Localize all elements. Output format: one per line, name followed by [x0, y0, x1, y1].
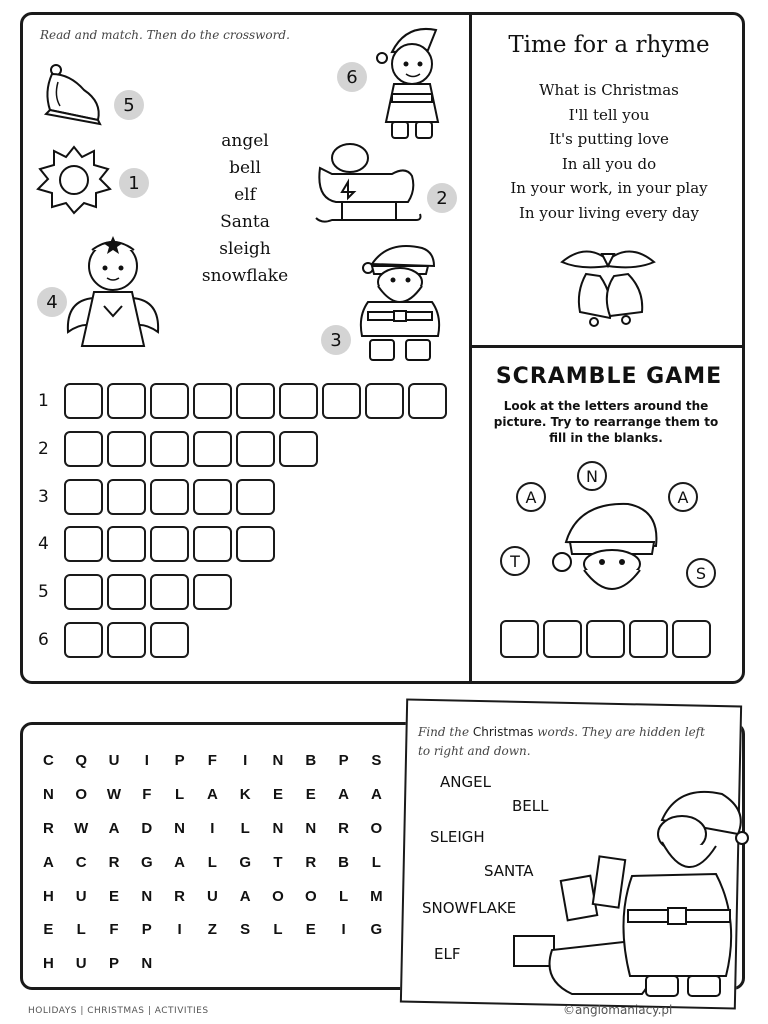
wordsearch-letter[interactable]: K: [239, 786, 251, 804]
wordsearch-letter[interactable]: A: [42, 853, 54, 871]
crossword-cell[interactable]: [236, 479, 275, 515]
wordsearch-letter[interactable]: R: [305, 853, 317, 871]
wordsearch-letter[interactable]: G: [140, 853, 153, 871]
scramble-letter: A: [668, 482, 698, 512]
wordsearch-letter[interactable]: H: [42, 955, 54, 973]
picture-number: 1: [119, 168, 149, 198]
bell-icon: [40, 62, 112, 128]
santa-face-icon: [548, 498, 668, 602]
crossword-cell[interactable]: [64, 479, 103, 515]
wordsearch-letter[interactable]: N: [42, 786, 54, 804]
crossword-cell[interactable]: [64, 526, 103, 562]
rhyme-line: In your work, in your play: [510, 179, 708, 197]
wordsearch-letter[interactable]: O: [272, 887, 284, 905]
scramble-blank[interactable]: [586, 620, 625, 658]
wordsearch-letter[interactable]: G: [370, 921, 383, 939]
wordsearch-letter[interactable]: N: [174, 819, 185, 837]
picture-number: 6: [337, 62, 367, 92]
wordsearch-letter[interactable]: H: [42, 887, 54, 905]
wordsearch-letter[interactable]: N: [305, 819, 317, 837]
wordsearch-letter[interactable]: R: [42, 819, 54, 837]
wordsearch-letter[interactable]: L: [76, 921, 86, 939]
snowflake-icon: [32, 143, 116, 217]
wordsearch-letter[interactable]: R: [338, 819, 349, 837]
wordsearch-letter[interactable]: S: [371, 752, 382, 770]
crossword-row-number: 2: [38, 439, 49, 459]
crossword-cell[interactable]: [150, 479, 189, 515]
wordsearch-letter[interactable]: P: [141, 921, 152, 939]
scramble-blank[interactable]: [500, 620, 539, 658]
wordsearch-letter[interactable]: U: [206, 887, 218, 905]
wordsearch-letter[interactable]: I: [177, 921, 182, 939]
wordsearch-letter[interactable]: A: [206, 786, 218, 804]
wordsearch-letter[interactable]: O: [370, 819, 383, 837]
wordsearch-letter[interactable]: L: [175, 786, 185, 804]
crossword-cell[interactable]: [107, 574, 146, 610]
crossword-row: [38, 383, 451, 419]
crossword-row-number: 3: [38, 487, 49, 507]
wordsearch-letter[interactable]: U: [108, 752, 120, 770]
crossword-cell[interactable]: [64, 574, 103, 610]
scramble-blank[interactable]: [543, 620, 582, 658]
wordsearch-letter[interactable]: E: [108, 887, 119, 905]
wordsearch-letter[interactable]: R: [108, 853, 120, 871]
panel-divider-horizontal: [469, 345, 745, 348]
wordsearch-letter[interactable]: L: [338, 887, 349, 905]
word-list-item: bell: [229, 158, 261, 178]
crossword-cell[interactable]: [107, 622, 146, 658]
crossword-cell[interactable]: [150, 526, 189, 562]
wordsearch-letter[interactable]: W: [74, 819, 89, 837]
crossword-row: [38, 526, 279, 562]
sleigh-icon: [312, 138, 424, 230]
wordsearch-letter[interactable]: E: [43, 921, 54, 939]
wordsearch-letter[interactable]: A: [370, 786, 382, 804]
scramble-instruction: Look at the letters around the picture. Try to rearrange them to fill in the blanks.: [493, 399, 719, 445]
crossword-row-number: 1: [38, 391, 49, 411]
wordsearch-letter[interactable]: L: [207, 853, 217, 871]
scramble-letter: A: [516, 482, 546, 512]
hidden-word: SNOWFLAKE: [422, 899, 517, 917]
crossword-cell[interactable]: [408, 383, 447, 419]
crossword-cell[interactable]: [150, 574, 189, 610]
wordsearch-letter[interactable]: U: [75, 955, 87, 973]
santa-icon: [348, 236, 452, 368]
picture-number: 5: [114, 90, 144, 120]
word-list-item: Santa: [220, 212, 270, 232]
crossword-row: [38, 622, 193, 658]
wordsearch-letter[interactable]: A: [108, 819, 120, 837]
wordsearch-letter[interactable]: T: [273, 853, 283, 871]
crossword-instruction: Read and match. Then do the crossword.: [40, 28, 290, 42]
hidden-word: SANTA: [484, 862, 534, 880]
elf-icon: [366, 22, 458, 144]
crossword-row: [38, 574, 236, 610]
wordsearch-letter[interactable]: N: [141, 887, 153, 905]
wordsearch-letter[interactable]: F: [109, 921, 119, 939]
wordsearch-letter[interactable]: P: [338, 752, 349, 770]
wordsearch-letter[interactable]: L: [240, 819, 250, 837]
wordsearch-letter[interactable]: U: [75, 887, 87, 905]
wordsearch-letter[interactable]: P: [174, 752, 185, 770]
word-list-item: elf: [234, 185, 256, 205]
crossword-cell[interactable]: [150, 622, 189, 658]
word-list-item: snowflake: [201, 266, 289, 286]
crossword-cell[interactable]: [193, 383, 232, 419]
wordsearch-letter[interactable]: E: [305, 921, 316, 939]
wordsearch-letter[interactable]: N: [141, 955, 153, 973]
wordsearch-letter[interactable]: M: [370, 887, 383, 905]
crossword-cell[interactable]: [107, 526, 146, 562]
wordsearch-letter[interactable]: A: [174, 853, 185, 871]
wordsearch-letter[interactable]: R: [174, 887, 185, 905]
wordsearch-letter[interactable]: L: [273, 921, 283, 939]
wordsearch-letter[interactable]: P: [108, 955, 119, 973]
crossword-cell[interactable]: [236, 383, 275, 419]
wordsearch-letter[interactable]: G: [239, 853, 252, 871]
wordsearch-letter[interactable]: O: [304, 887, 317, 905]
wordsearch-letter[interactable]: O: [75, 786, 88, 804]
scramble-blanks: [500, 620, 711, 658]
wordsearch-letter[interactable]: N: [272, 819, 284, 837]
crossword-word-list: [190, 128, 300, 290]
wordsearch-letter[interactable]: E: [305, 786, 316, 804]
wordsearch-letter[interactable]: C: [75, 853, 87, 871]
crossword-cell[interactable]: [279, 431, 318, 467]
crossword-row-number: 4: [38, 534, 49, 554]
scramble-letter: S: [686, 558, 716, 588]
instruction-highlight: Christmas: [472, 725, 534, 739]
wordsearch-letter[interactable]: E: [272, 786, 283, 804]
footer-copyright: ©anglomaniacy.pl: [563, 1003, 673, 1017]
wordsearch-letter[interactable]: B: [305, 752, 317, 770]
footer-categories: HOLIDAYS | CHRISTMAS | ACTIVITIES: [28, 1006, 209, 1016]
wordsearch-letter[interactable]: A: [338, 786, 349, 804]
crossword-cell[interactable]: [193, 574, 232, 610]
rhyme-line: What is Christmas: [539, 81, 679, 99]
crossword-cell[interactable]: [365, 383, 404, 419]
crossword-cell[interactable]: [236, 526, 275, 562]
rhyme-text: [475, 78, 743, 225]
instruction-text: words. They are hidden left to right and down.: [418, 725, 705, 758]
rhyme-line: It's putting love: [549, 130, 669, 148]
scramble-blank[interactable]: [672, 620, 711, 658]
rhyme-title: Time for a rhyme: [508, 32, 710, 58]
santa-with-gifts-icon: [512, 780, 752, 1000]
crossword-cell[interactable]: [279, 383, 318, 419]
crossword-cell[interactable]: [107, 383, 146, 419]
wordsearch-letter[interactable]: L: [371, 853, 381, 871]
crossword-cell[interactable]: [64, 431, 103, 467]
wordsearch-letter[interactable]: I: [341, 921, 346, 939]
wordsearch-letter[interactable]: Z: [207, 921, 217, 939]
word-list-item: angel: [221, 131, 269, 151]
wordsearch-grid: [32, 744, 393, 981]
christmas-bells-icon: [556, 236, 660, 332]
wordsearch-letter[interactable]: I: [210, 819, 215, 837]
rhyme-line: I'll tell you: [568, 105, 650, 124]
crossword-row-number: 5: [38, 582, 49, 602]
wordsearch-letter[interactable]: S: [240, 921, 251, 939]
wordsearch-letter[interactable]: I: [144, 752, 149, 770]
crossword-cell[interactable]: [236, 431, 275, 467]
crossword-row: [38, 431, 322, 467]
picture-number: 3: [321, 325, 351, 355]
wordsearch-letter[interactable]: I: [243, 752, 248, 770]
hidden-word: ANGEL: [440, 773, 491, 791]
crossword-row: [38, 479, 279, 515]
panel-divider-vertical: [469, 12, 472, 684]
wordsearch-letter[interactable]: A: [239, 887, 251, 905]
crossword-cell[interactable]: [107, 479, 146, 515]
word-list-item: sleigh: [219, 239, 271, 259]
instruction-text: Find the: [418, 725, 470, 739]
hidden-word: SLEIGH: [430, 828, 485, 846]
crossword-cell[interactable]: [322, 383, 361, 419]
wordsearch-letter[interactable]: B: [338, 853, 349, 871]
wordsearch-letter[interactable]: F: [207, 752, 217, 770]
crossword-row-number: 6: [38, 630, 49, 650]
crossword-cell[interactable]: [193, 431, 232, 467]
crossword-cell[interactable]: [150, 431, 189, 467]
crossword-cell[interactable]: [193, 526, 232, 562]
picture-number: 2: [427, 183, 457, 213]
rhyme-line: In your living every day: [518, 203, 699, 222]
crossword-cell[interactable]: [107, 431, 146, 467]
wordsearch-letter[interactable]: C: [42, 752, 54, 770]
picture-number: 4: [37, 287, 67, 317]
wordsearch-letter[interactable]: W: [106, 786, 122, 804]
wordsearch-letter[interactable]: F: [142, 786, 152, 804]
wordsearch-letter[interactable]: Q: [75, 752, 88, 770]
scramble-letter: T: [500, 546, 530, 576]
crossword-cell[interactable]: [64, 383, 103, 419]
scramble-blank[interactable]: [629, 620, 668, 658]
angel-icon: [64, 228, 162, 352]
scramble-letter: N: [577, 461, 607, 491]
crossword-cell[interactable]: [193, 479, 232, 515]
scramble-title: SCRAMBLE GAME: [495, 364, 723, 389]
crossword-cell[interactable]: [64, 622, 103, 658]
hidden-word: BELL: [512, 797, 549, 815]
find-words-instruction: [418, 723, 718, 761]
rhyme-line: In all you do: [561, 154, 657, 173]
wordsearch-letter[interactable]: D: [141, 819, 153, 837]
wordsearch-letter[interactable]: N: [272, 752, 284, 770]
hidden-word: ELF: [434, 945, 461, 963]
crossword-cell[interactable]: [150, 383, 189, 419]
